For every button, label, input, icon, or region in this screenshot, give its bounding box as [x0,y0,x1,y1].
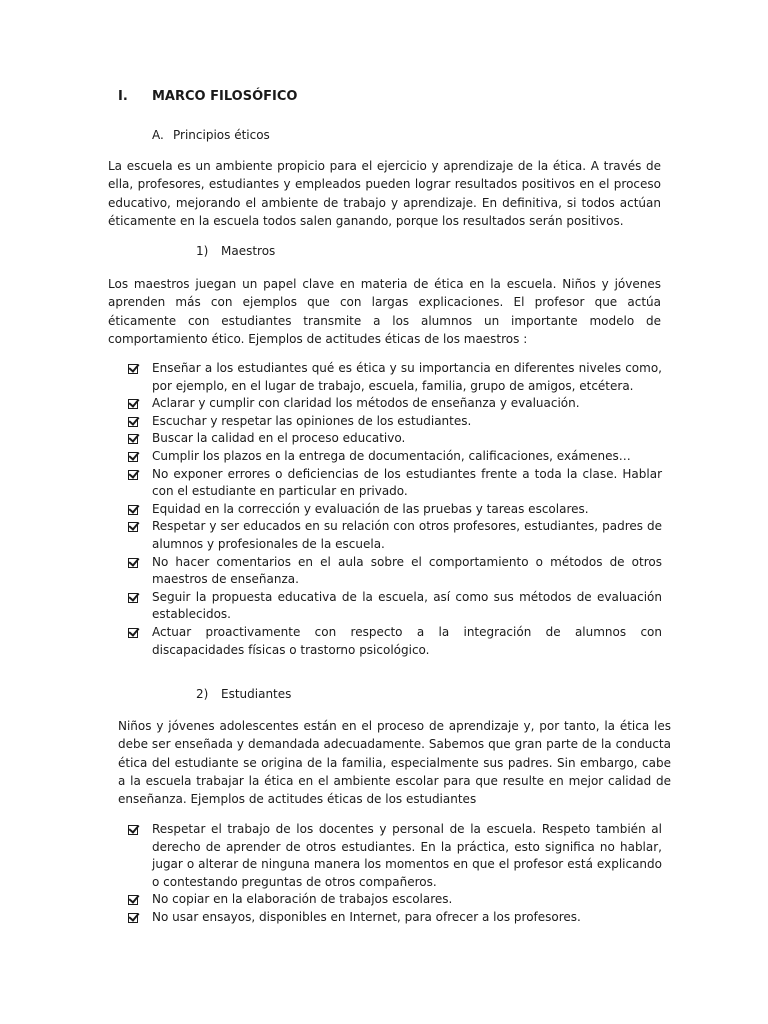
section-title: MARCO FILOSÓFICO [152,89,298,104]
students-heading [196,687,291,701]
checkbox-icon [128,895,138,905]
section-heading [118,89,297,104]
subsection-a-heading [152,128,270,142]
list-item-text: No usar ensayos, disponibles en Internet, para ofrecer a los profesores. [152,909,581,924]
list-item-text: Respetar y ser educados en su relación con otros profesores, estudiantes, padres de alumnos y profesionales de la escuela. [152,519,662,551]
intro-paragraph: La escuela es un ambiente propicio para el ejercicio y aprendizaje de la ética. A través de ella, profesores, estudiantes y empleados pueden lograr resultados positivos en el proceso educativo, mejorando el ambiente de trabajo y aprendizaje. En definitiva, si todos actúan éticamente en la escuela todos salen ganando, porque los resultados serán positivos. [108,159,661,228]
list-item-text: No copiar en la elaboración de trabajos escolares. [152,892,453,907]
checkbox-icon [128,593,138,603]
list-item-text: Seguir la propuesta educativa de la escuela, así como sus métodos de evaluación establecidos. [152,589,662,622]
checkbox-icon [128,470,138,480]
checkbox-icon [128,452,138,462]
list-item-text: Enseñar a los estudiantes qué es ética y su importancia en diferentes niveles como, por ejemplo, en el lugar de trabajo, escuela, familia, grupo de amigos, etcétera. [152,361,662,393]
list-item-text: Aclarar y cumplir con claridad los métodos de enseñanza y evaluación. [152,396,580,411]
students-number: 2) [196,687,209,701]
teachers-number: 1) [196,244,209,258]
list-item-text: No exponer errores o deficiencias de los estudiantes frente a toda la clase. Hablar con el estudiante en particular en privado. [152,466,662,499]
checkbox-icon [128,434,138,444]
checkbox-icon [128,417,138,427]
list-item [128,466,662,501]
list-item [128,430,662,448]
checkbox-icon [128,558,138,568]
list-item-text: Escuchar y respetar las opiniones de los estudiantes. [152,413,472,428]
subsection-a-label: A. [152,128,164,142]
list-item [128,909,662,927]
list-item [128,448,662,466]
list-item [128,395,662,413]
list-item [128,518,662,553]
list-item-text: Buscar la calidad en el proceso educativo. [152,431,406,446]
list-item [128,891,662,909]
checkbox-icon [128,628,138,638]
checkbox-icon [128,399,138,409]
list-item-text: Respetar el trabajo de los docentes y personal de la escuela. Respeto también al derecho de aprender de otros estudiantes. En la práctica, esto significa no hablar, jugar o alterar de ninguna manera los momentos en que el profesor está explicando o contestando preguntas de otros compañeros. [152,822,662,889]
list-item [128,360,662,395]
list-item-text: Cumplir los plazos en la entrega de documentación, calificaciones, exámenes… [152,448,631,463]
list-item [128,554,662,589]
checkbox-icon [128,364,138,374]
checkbox-icon [128,505,138,515]
list-item [128,624,662,659]
list-item [128,501,662,519]
students-paragraph: Niños y jóvenes adolescentes están en el proceso de aprendizaje y, por tanto, la ética les debe ser enseñada y demandada adecuadamente. Sabemos que gran parte de la conducta ética del estudiante se origina de la familia, especialmente sus padres. Sin embargo, cabe a la escuela trabajar la ética en el ambiente escolar para que resulte en mejor calidad de enseñanza. Ejemplos de actitudes éticas de los estudiantes [118,719,671,807]
checkbox-icon [128,522,138,532]
list-item-text: No hacer comentarios en el aula sobre el comportamiento o métodos de otros maestros de enseñanza. [152,554,662,587]
list-item-text: Actuar proactivamente con respecto a la integración de alumnos con discapacidades físicas o trastorno psicológico. [152,624,662,657]
section-number: I. [118,89,128,104]
teachers-list [128,360,662,659]
checkbox-icon [128,825,138,835]
subsection-a-title: Principios éticos [173,128,270,142]
list-item [128,413,662,431]
teachers-heading [196,244,275,258]
teachers-title: Maestros [221,244,276,258]
list-item-text: Equidad en la corrección y evaluación de las pruebas y tareas escolares. [152,501,589,516]
list-item [128,589,662,624]
checkbox-icon [128,913,138,923]
students-list [128,821,662,927]
list-item [128,821,662,891]
teachers-paragraph: Los maestros juegan un papel clave en materia de ética en la escuela. Niños y jóvenes aprenden más con ejemplos que con largas explicaciones. El profesor que actúa éticamente con estudiantes transmite a los alumnos un importante modelo de comportamiento ético. Ejemplos de actitudes éticas de los maestros : [108,277,661,346]
students-title: Estudiantes [221,687,292,701]
